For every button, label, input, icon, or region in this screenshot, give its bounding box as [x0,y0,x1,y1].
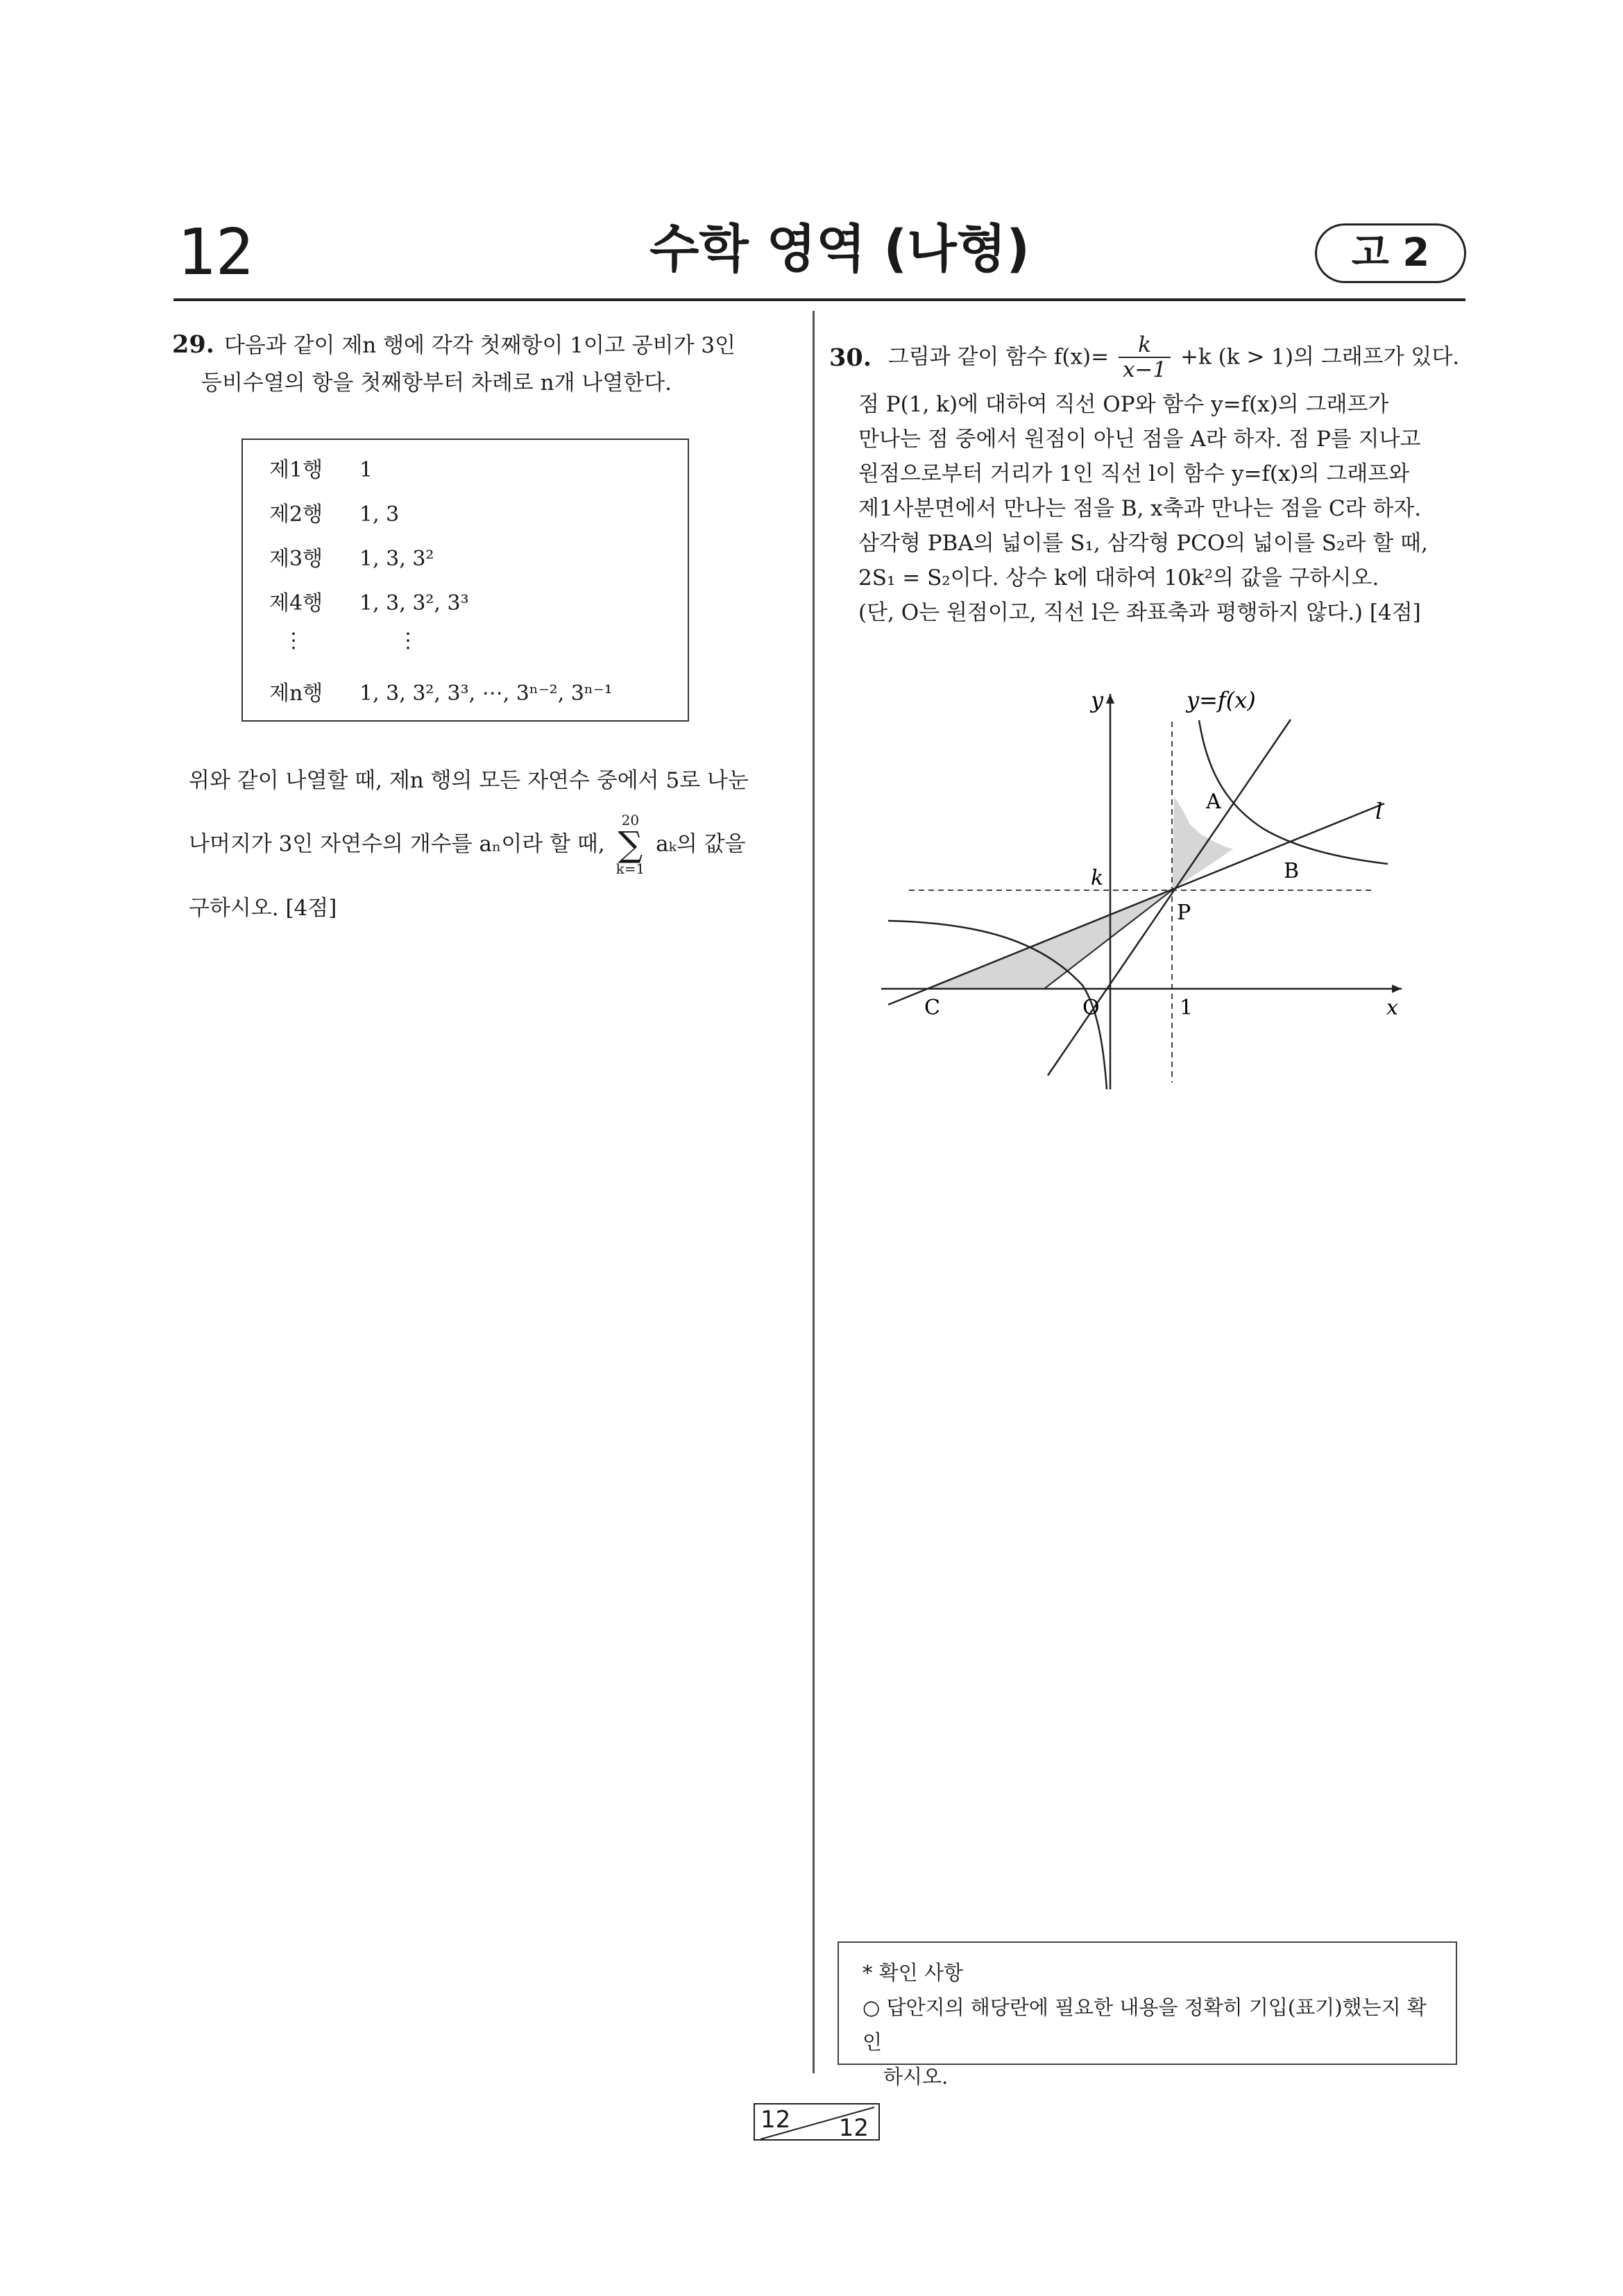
notice-body-1: ○ 답안지의 해당란에 필요한 내용을 정확히 기입(표기)했는지 확인 [863,1996,1427,2054]
q30-line4: 원점으로부터 거리가 1인 직선 l이 함수 y=f(x)의 그래프와 [858,461,1410,487]
q29-after2b: aₖ의 값을 [656,831,746,857]
label-x: x [1386,996,1398,1020]
q30-line7: 2S₁ = S₂이다. 상수 k에 대하여 10k²의 값을 구하시오. [858,566,1379,591]
exam-title: 수학 영역 (나형) [649,219,1030,279]
q30-line1a: 그림과 같이 함수 f(x)= [887,344,1110,370]
q30-line8: (단, O는 원점이고, 직선 l은 좌표축과 평행하지 않다.) [4점] [858,600,1421,626]
column-divider [813,311,815,2073]
row-4: 제4행 1, 3, 3², 3³ [269,591,469,615]
line-OP [1048,720,1291,1075]
q30-line6: 삼각형 PBA의 넓이를 S₁, 삼각형 PCO의 넓이를 S₂라 할 때, [858,531,1428,556]
label-1: 1 [1180,996,1193,1020]
label-fx: y=f(x) [1187,687,1256,713]
label-y: y [1091,687,1104,713]
grade-badge: 고 2 [1315,223,1466,283]
q30-line2: 점 P(1, k)에 대하여 직선 OP와 함수 y=f(x)의 그래프가 [858,392,1389,418]
question-number: 30. [829,343,872,372]
label-B: B [1284,859,1300,883]
page-number: 12 [177,215,254,289]
q29-line1: 다음과 같이 제n 행에 각각 첫째항이 1이고 공비가 3인 [223,333,736,358]
q30-line1b: +k (k > 1)의 그래프가 있다. [1180,344,1460,370]
q29-line2: 등비수열의 항을 첫째항부터 차례로 n개 나열한다. [201,371,672,396]
notice-box [838,1941,1457,2089]
row-2: 제2행 1, 3 [269,502,400,527]
q30-line3: 만나는 점 중에서 원점이 아닌 점을 A라 하자. 점 P를 지나고 [858,427,1421,452]
current-page: 12 [760,2106,791,2134]
label-l: l [1375,798,1383,824]
q30-line5: 제1사분면에서 만나는 점을 B, x축과 만나는 점을 C라 하자. [858,496,1422,522]
q29-after1: 위와 같이 나열할 때, 제n 행의 모든 자연수 중에서 5로 나눈 [189,768,749,793]
curve-right-branch [1199,720,1388,864]
row-3: 제3행 1, 3, 3² [269,547,434,571]
fraction: $\frac{k}{x-1}$ [1119,333,1171,382]
sequence-rows-box [241,439,689,722]
x-axis-arrow [1392,985,1402,993]
label-A: A [1206,790,1221,814]
label-O: O [1082,996,1100,1020]
question-30 [829,333,1468,630]
q29-after3: 구하시오. [4점] [189,896,337,921]
row-n: 제n행 1, 3, 3², 3³, ⋯, 3ⁿ⁻², 3ⁿ⁻¹ [269,681,613,706]
notice-body-2: 하시오. [883,2065,949,2089]
label-P: P [1177,901,1191,925]
page-counter [754,2103,880,2141]
summation: 20 ∑ k=1 [615,812,645,877]
notice-title: * 확인 사항 [863,1961,963,1984]
question-number: 29. [172,330,214,359]
row-ellipsis: ⋮ ⋮ [283,629,418,653]
label-k: k [1091,866,1104,890]
q29-after-text [189,762,785,927]
function-graph [874,680,1416,1096]
line-l [888,803,1384,1005]
y-axis-arrow [1106,694,1114,704]
q29-after2a: 나머지가 3인 자연수의 개수를 aₙ이라 할 때, [189,831,605,857]
row-1: 제1행 1 [269,458,373,482]
label-C: C [924,996,940,1020]
total-pages: 12 [838,2114,869,2142]
question-29 [172,326,783,402]
header-rule [173,298,1465,301]
